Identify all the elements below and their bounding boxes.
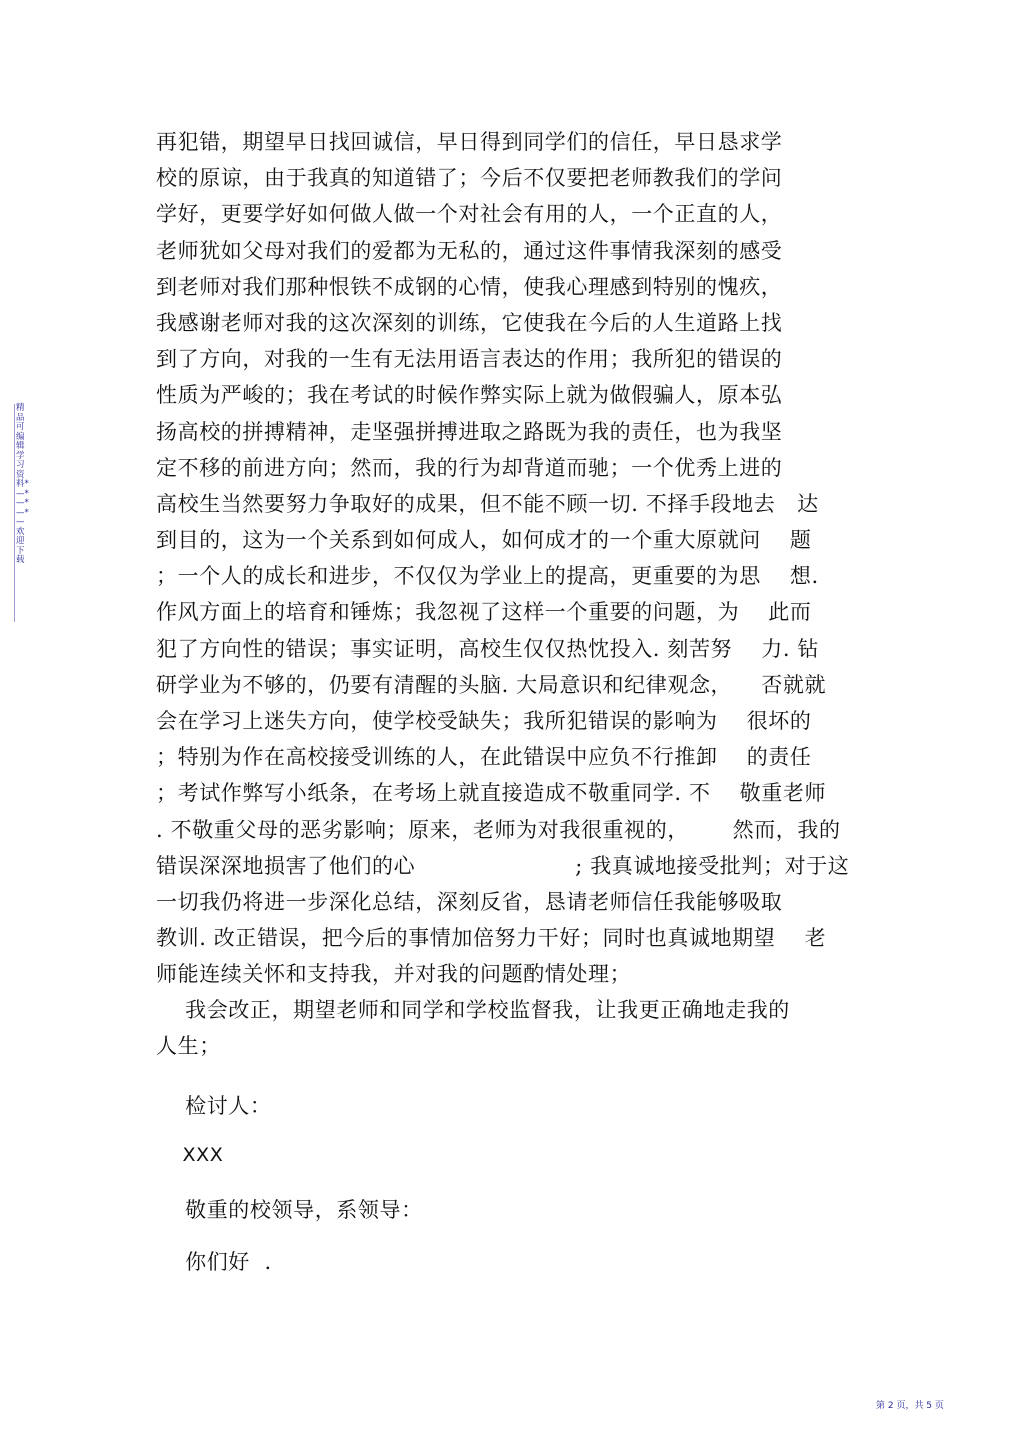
body-line: 扬高校的拼搏精神，走坚强拼搏进取之路既为我的责任，也为我坚 [156,419,783,444]
body-line: ；一个人的成长和进步，不仅仅为学业上的提高，更重要的为思 想. [156,564,819,589]
salutation: 敬重的校领导，系领导： [156,1198,423,1222]
body-line: ；考试作弊写小纸条，在考场上就直接造成不敬重同学. 不 敬重老师 [156,781,827,806]
body-line: 性质为严峻的；我在考试的时候作弊实际上就为做假骗人，原本弘 [156,383,783,408]
body-line: 作风方面上的培育和锤炼；我忽视了这样一个重要的问题，为 此而 [156,600,812,625]
body-line: 到目的，这为一个关系到如何成人，如何成才的一个重大原就问 题 [156,528,812,553]
body-line: 到了方向，对我的一生有无法用语言表达的作用；我所犯的错误的 [156,347,783,372]
body-line: 师能连续关怀和支持我，并对我的问题酌情处理； [156,962,632,987]
body-line: 到老师对我们那种恨铁不成钢的心情，使我心理感到特别的愧疚， [156,274,783,299]
body-line: 犯了方向性的错误；事实证明，高校生仅仅热忱投入. 刻苦努 力. 钻 [156,636,819,661]
body-line: 再犯错，期望早日找回诚信，早日得到同学们的信任，早日恳求学 [156,130,783,154]
body-line: 校的原谅，由于我真的知道错了；今后不仅要把老师教我们的学问 [156,166,783,191]
signature-name: XXX [156,1144,224,1166]
side-note-bar [14,404,15,622]
body-text [156,124,856,993]
body-line: . 不敬重父母的恶劣影响；原来，老师为对我很重视的， 然而，我的 [156,817,841,842]
body-line: 定不移的前进方向；然而，我的行为却背道而驰；一个优秀上进的 [156,455,783,480]
body-line: 会在学习上迷失方向，使学校受缺失；我所犯错误的影响为 很坏的 [156,709,812,733]
greeting: 你们好 . [156,1250,272,1274]
body-line: 错误深深地损害了他们的心 ; 我真诚地接受批判；对于这 [156,853,850,878]
signature-label: 检讨人： [156,1094,272,1118]
body-line: 一切我仍将进一步深化总结，深刻反省，恳请老师信任我能够吸取 [156,889,783,914]
body-line: 我感谢老师对我的这次深刻的训练，它使我在今后的人生道路上找 [156,310,783,335]
body-line: 研学业为不够的，仍要有清醒的头脑. 大局意识和纪律观念， 否就就 [156,672,827,697]
body-line: 老师犹如父母对我们的爱都为无私的，通过这件事情我深刻的感受 [156,238,783,263]
body-line: 教训. 改正错误，把今后的事情加倍努力干好；同时也真诚地期望 老 [156,926,827,951]
page-number-footer: 第 2 页，共 5 页 [876,1401,944,1411]
side-watermark-note: 精品可编辑学习资料*—*—*—*—欢迎下载 [16,403,29,565]
body-line: 高校生当然要努力争取好的成果，但不能不顾一切. 不择手段地去 达 [156,491,819,516]
body-line: 学好，更要学好如何做人做一个对社会有用的人，一个正直的人， [156,202,783,227]
body-line: ；特别为作在高校接受训练的人，在此错误中应负不行推卸 的责任 [156,745,812,770]
closing-paragraph-line-1: 我会改正，期望老师和同学和学校监督我，让我更正确地走我的 [156,998,790,1022]
closing-paragraph-line-2: 人生； [156,1034,221,1058]
